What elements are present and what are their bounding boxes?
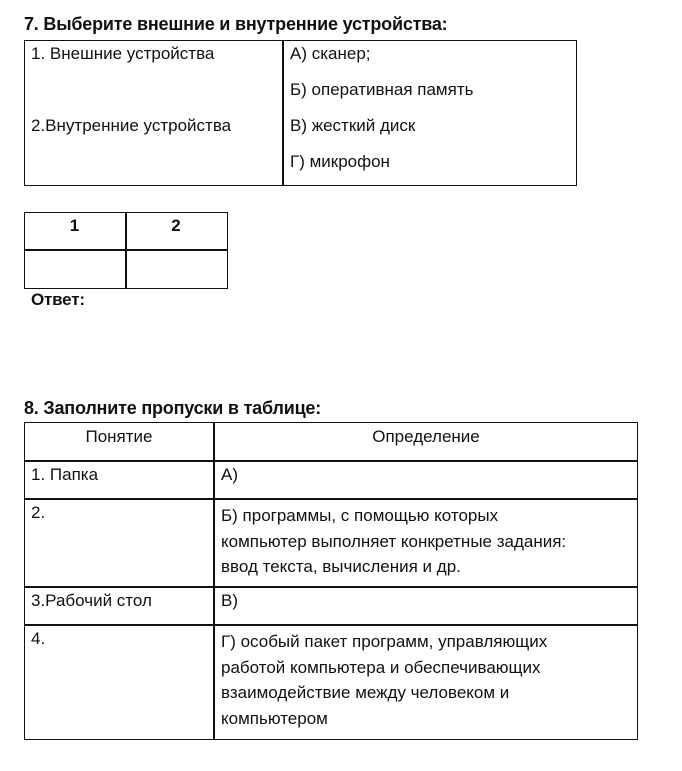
- answer-header: 1: [69, 216, 80, 235]
- answer-label: Ответ:: [31, 290, 85, 309]
- term-cell: 4.: [31, 629, 46, 648]
- right-cell: В) жесткий диск: [290, 116, 416, 135]
- definition-line: Г) особый пакет программ, управляющих: [221, 632, 548, 651]
- right-cell: А) сканер;: [290, 44, 371, 63]
- header-definition: Определение: [372, 427, 480, 446]
- term-cell: 2.: [31, 503, 46, 522]
- definition-line: взаимодействие между человеком и: [221, 683, 510, 702]
- header-term: Понятие: [85, 427, 153, 446]
- definition-cell: [221, 629, 547, 731]
- right-cell: Г) микрофон: [290, 152, 390, 171]
- left-cell: 2.Внутренние устройства: [31, 116, 232, 135]
- right-cell: Б) оперативная память: [290, 80, 474, 99]
- definition-cell: А): [221, 465, 238, 484]
- left-cell: 1. Внешние устройства: [31, 44, 215, 63]
- definition-cell: [221, 503, 566, 580]
- definition-line: компьютером: [221, 708, 328, 728]
- question-7-title: 7. Выберите внешние и внутренние устройства:: [24, 14, 448, 34]
- question-8-title: 8. Заполните пропуски в таблице:: [24, 398, 322, 418]
- definition-line: работой компьютера и обеспечивающих: [221, 657, 541, 677]
- definition-line: ввод текста, вычисления и др.: [221, 557, 461, 576]
- answer-cell-2[interactable]: [127, 251, 225, 286]
- definition-line: Б) программы, с помощью которых: [221, 506, 499, 525]
- term-cell: 1. Папка: [31, 465, 99, 484]
- term-cell: 3.Рабочий стол: [31, 591, 152, 610]
- answer-header: 2: [171, 216, 181, 235]
- answer-cell-1[interactable]: [26, 251, 123, 286]
- definition-line: компьютер выполняет конкретные задания:: [221, 531, 567, 551]
- definition-cell: В): [221, 591, 238, 610]
